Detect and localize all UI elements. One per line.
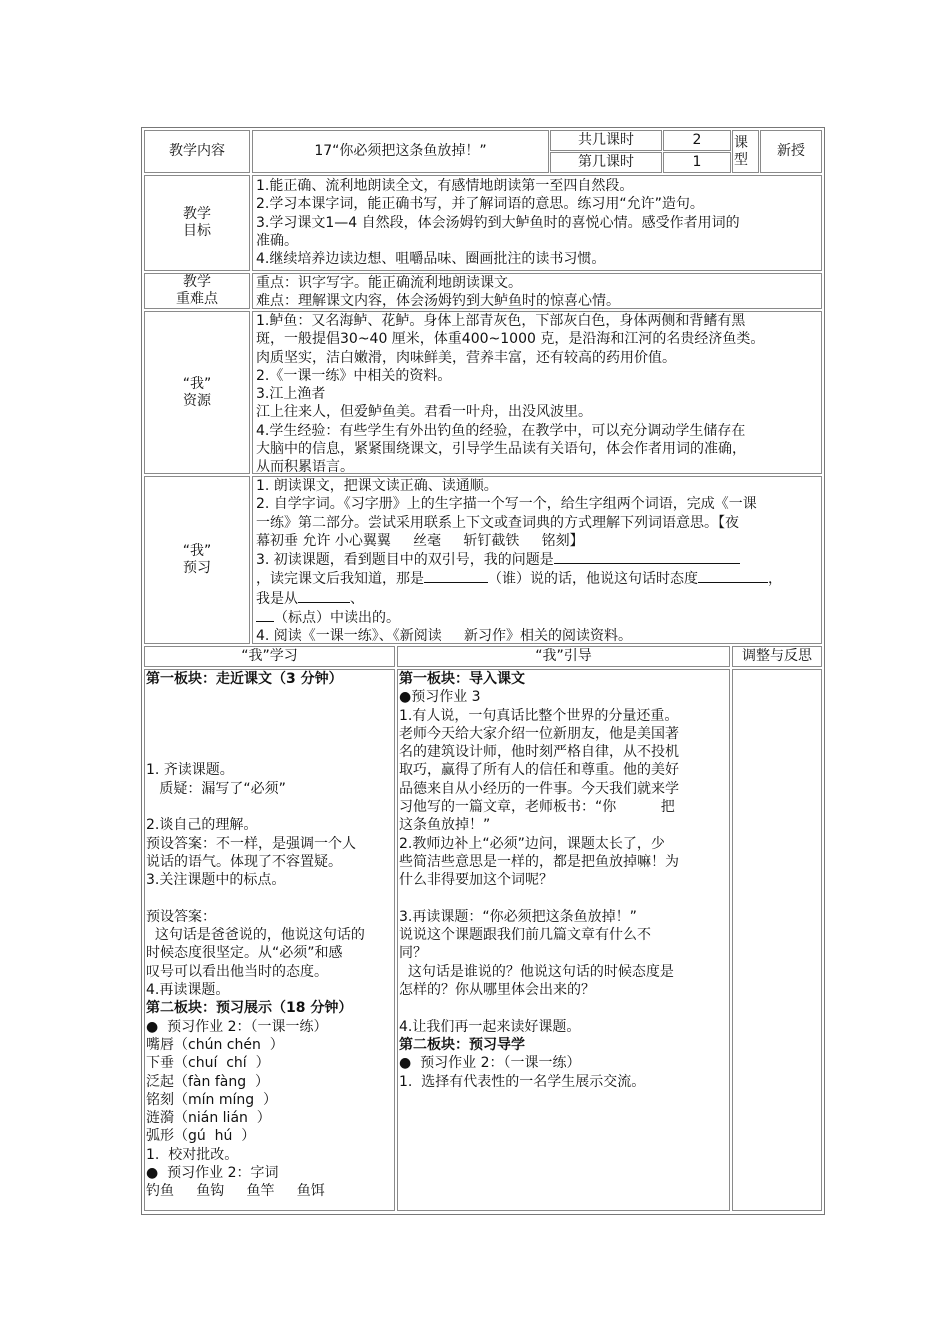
resource-line: 肉质坚实，洁白嫩滑，肉味鲜美，营养丰富，还有较高的药用价值。 [256, 349, 676, 366]
goals-label-cell [144, 175, 250, 271]
body-line: 4.再读课题。 [146, 982, 230, 999]
preview-label-2: 预习 [183, 560, 211, 576]
focus-line: 重点：识字写字。能正确流利地朗读课文。 [256, 275, 522, 291]
focus-line: 难点：理解课文内容，体会汤姆钓到大鲈鱼时的惊喜心情。 [256, 293, 620, 310]
resource-line: 4.学生经验：有些学生有外出钓鱼的经验，在教学中，可以充分调动学生储存在 [256, 422, 746, 439]
body-line: 说说这个课题跟我们前几篇文章有什么不 [399, 927, 651, 944]
total-hours-label: 共几课时 [578, 132, 634, 148]
body-line: 2.谈自己的理解。 [146, 817, 258, 834]
body-line: 这句话是爸爸说的，他说这句话的 [146, 927, 365, 944]
focus-label-1: 教学 [183, 274, 211, 290]
body-line: 取巧，赢得了所有人的信任和尊重。他的美好 [399, 762, 679, 779]
section-heading: 第一板块：走近课文（3 分钟） [146, 671, 343, 687]
preview-from-sep: 、 [350, 590, 364, 607]
resource-line: 从而积累语言。 [256, 459, 354, 476]
body-line: 4.让我们再一起来读好课题。 [399, 1018, 581, 1035]
type-label-cell [732, 130, 759, 173]
preview-line [256, 608, 819, 627]
body-line: 铭刻（mín míng ） [146, 1091, 278, 1108]
content-label: 教学内容 [169, 143, 225, 159]
type-label-1: 课 [734, 135, 748, 151]
preview-line [256, 589, 819, 608]
focus-text [256, 274, 819, 311]
punctuation-blank[interactable] [256, 608, 274, 622]
body-line: 弧形（gú hú ） [146, 1128, 256, 1145]
body-line [146, 707, 392, 725]
preview-line: 4. 阅读《一课一练》、《新阅读 新习作》相关的阅读资料。 [256, 628, 633, 645]
body-line: ● 预习作业 2：（一课一练） [399, 1055, 581, 1072]
body-line: 叹号可以看出他当时的态度。 [146, 963, 328, 980]
total-hours-label-cell [550, 130, 662, 151]
current-hour-label-cell [550, 152, 662, 173]
preview-text [256, 477, 819, 646]
preview-question-text: 3. 初读课题，看到题目中的双引号，我的问题是 [256, 552, 554, 569]
goal-line: 4.继续培养边读边想、咀嚼品味、圈画批注的读书习惯。 [256, 251, 606, 268]
speaker-blank[interactable] [424, 569, 488, 583]
content-label-cell [144, 130, 250, 173]
guide-column-title: “我”引导 [535, 648, 592, 664]
goals-label-1: 教学 [183, 206, 211, 222]
preview-cell [252, 476, 822, 644]
body-line: 3.关注课题中的标点。 [146, 872, 286, 889]
goals-text [256, 177, 819, 268]
body-line [146, 743, 392, 761]
preview-punct-text: （标点）中读出的。 [274, 610, 400, 627]
preview-line: 2. 自学字词。《习字册》上的生字描一个写一个，给生字组两个词语，完成《一课 [256, 496, 757, 513]
body-line: 2.教师边补上“必须”边问，课题太长了，少 [399, 835, 665, 852]
total-hours-value: 2 [692, 132, 702, 148]
preview-line [256, 550, 819, 569]
resource-line: 3.江上渔者 [256, 386, 326, 403]
type-label-2: 型 [734, 152, 748, 168]
body-line: 预设答案： [146, 908, 216, 925]
reflect-column [732, 669, 822, 1211]
body-line: 1.有人说，一句真话比整个世界的分量还重。 [399, 707, 679, 724]
goals-cell [252, 175, 822, 271]
body-line: 名的建筑设计师，他时刻严格自律，从不投机 [399, 744, 679, 761]
reflect-column-title: 调整与反思 [742, 648, 812, 664]
goal-line: 准确。 [256, 232, 298, 249]
body-line: 下垂（chuí chí ） [146, 1055, 270, 1072]
type-value-cell [760, 130, 822, 173]
goal-line: 2.学习本课字词，能正确书写，并了解词语的意思。练习用“允许”造句。 [256, 196, 704, 213]
preview-line: 幕初垂 允许 小心翼翼 丝毫 斩钉截铁 铭刻】 [256, 532, 584, 549]
body-line: 预设答案：不一样，是强调一个人 [146, 835, 356, 852]
learn-column-header [144, 646, 395, 667]
body-line [146, 890, 392, 908]
preview-know-text: ，读完课文后我知道，那是 [256, 571, 424, 588]
preview-line: 一练》第二部分。尝试采用联系上下文或查词典的方式理解下列词语意思。【夜 [256, 514, 739, 531]
body-line: ●预习作业 3 [399, 689, 481, 706]
lesson-title: 17“你必须把这条鱼放掉！” [314, 143, 487, 159]
resources-text [256, 312, 819, 477]
body-line [146, 688, 392, 706]
body-line: 同？ [399, 945, 427, 962]
learn-column [144, 669, 395, 1211]
body-line: 时候态度很坚定。从“必须”和感 [146, 945, 343, 962]
body-line: ● 预习作业 2：（一课一练） [146, 1018, 328, 1035]
preview-line: 1. 朗读课文，把课文读正确、读通顺。 [256, 478, 498, 494]
focus-label-cell [144, 273, 250, 309]
body-line: 什么非得要加这个词呢？ [399, 872, 553, 889]
body-line: 3.再读课题：“你必须把这条鱼放掉！” [399, 908, 637, 925]
body-line: 钓鱼 鱼钩 鱼竿 鱼饵 [146, 1183, 325, 1200]
body-line: 嘴唇（chún chén ） [146, 1036, 284, 1053]
body-line: ● 预习作业 2：字词 [146, 1165, 279, 1182]
resources-label-cell [144, 311, 250, 474]
body-line: 怎样的？你从哪里体会出来的？ [399, 982, 595, 999]
body-line: 说话的语气。体现了不容置疑。 [146, 853, 342, 870]
attitude-blank[interactable] [698, 569, 768, 583]
body-line: 品德来自从小经历的一件事。今天我们就来学 [399, 780, 679, 797]
current-hour-value-cell [663, 152, 731, 173]
resource-line: 斑，一般提倡30~40 厘米，体重400~1000 克，是沿海和江河的名贵经济鱼类。 [256, 331, 765, 348]
preview-from-text: 我是从 [256, 590, 298, 607]
preview-label-1: “我” [182, 543, 212, 559]
focus-label-2: 重难点 [176, 291, 218, 307]
goal-line: 3.学习课文1—4 自然段，体会汤姆钓到大鲈鱼时的喜悦心情。感受作者用词的 [256, 214, 740, 231]
total-hours-value-cell [663, 130, 731, 151]
lesson-plan-table [141, 127, 825, 1215]
body-line: 些简洁些意思是一样的，都是把鱼放掉嘛！为 [399, 853, 679, 870]
focus-cell [252, 273, 822, 309]
section-heading: 第一板块：导入课文 [399, 671, 525, 687]
body-line [146, 798, 392, 816]
body-line: 泛起（fàn fàng ） [146, 1073, 269, 1090]
lesson-title-cell [252, 130, 549, 173]
learn-column-title: “我”学习 [241, 648, 298, 664]
resource-line: 江上往来人，但爱鲈鱼美。君看一叶舟，出没风波里。 [256, 404, 592, 421]
guide-column-header [397, 646, 730, 667]
body-line: 1. 校对批改。 [146, 1146, 239, 1163]
reflect-column-header [732, 646, 822, 667]
resources-label-1: “我” [182, 375, 212, 392]
body-line: 这句话是谁说的？他说这句话的时候态度是 [399, 963, 674, 980]
body-line: 老师今天给大家介绍一位新朋友，他是美国著 [399, 725, 679, 742]
body-line: 涟漪（nián lián ） [146, 1110, 271, 1127]
preview-line [256, 569, 819, 588]
body-line: 1. 选择有代表性的一名学生展示交流。 [399, 1073, 646, 1090]
body-line [399, 890, 727, 908]
source-blank[interactable] [298, 589, 350, 603]
current-hour-value: 1 [692, 154, 702, 170]
resource-line: 1.鲈鱼：又名海鲈、花鲈。身体上部青灰色，下部灰白色，身体两侧和背鳍有黑 [256, 313, 746, 329]
guide-column-text [399, 670, 727, 1091]
resources-cell [252, 311, 822, 474]
resource-line: 大脑中的信息，紧紧围绕课文，引导学生品读有关语句，体会作者用词的准确， [256, 441, 746, 458]
preview-attitude-text: （谁）说的话，他说这句话时态度 [488, 571, 698, 588]
body-line: 质疑：漏写了“必须” [146, 780, 286, 797]
resources-label-2: 资源 [183, 392, 211, 409]
guide-column [397, 669, 730, 1211]
preview-comma: ， [768, 571, 782, 588]
body-line: 1. 齐读课题。 [146, 762, 234, 779]
current-hour-label: 第几课时 [578, 154, 634, 170]
type-value: 新授 [777, 143, 805, 159]
section-heading: 第二板块：预习展示（18 分钟） [146, 1000, 353, 1017]
body-line: 习他写的一篇文章，老师板书：“你 把 [399, 799, 675, 816]
section-heading: 第二板块：预习导学 [399, 1036, 525, 1053]
resource-line: 2.《一课一练》中相关的资料。 [256, 367, 452, 384]
goal-line: 1.能正确、流利地朗读全文，有感情地朗读第一至四自然段。 [256, 178, 634, 194]
preview-label-cell [144, 476, 250, 644]
body-line: 这条鱼放掉！” [399, 817, 491, 834]
body-line [146, 725, 392, 743]
body-line [399, 999, 727, 1017]
learn-column-text [146, 670, 392, 1201]
goals-label-2: 目标 [183, 223, 211, 239]
question-blank[interactable] [554, 550, 740, 564]
